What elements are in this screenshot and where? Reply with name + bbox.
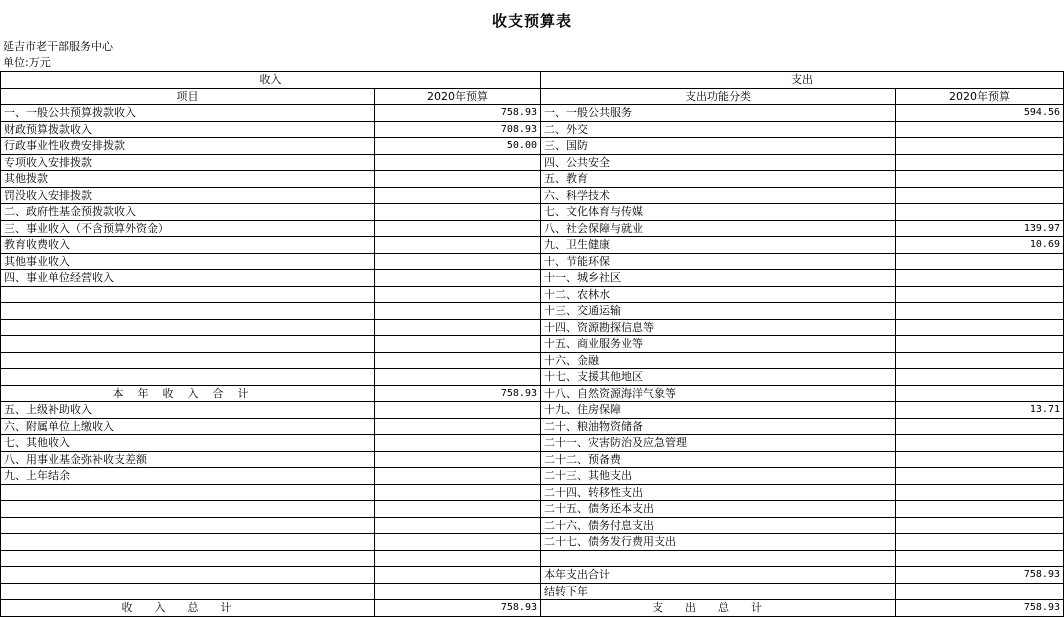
expense-amount-cell [896, 451, 1064, 468]
expense-item-cell: 六、科学技术 [541, 187, 896, 204]
table-row [1, 484, 1064, 501]
expense-amount-cell [896, 154, 1064, 171]
table-row [1, 435, 1064, 452]
income-amount-cell: 50.00 [375, 138, 541, 155]
income-amount-cell [375, 517, 541, 534]
income-item-cell: 三、事业收入（不含预算外资金） [1, 220, 375, 237]
table-row [1, 171, 1064, 188]
income-item-cell [1, 319, 375, 336]
income-item-cell [1, 352, 375, 369]
expense-item-cell: 十五、商业服务业等 [541, 336, 896, 353]
table-row [1, 451, 1064, 468]
income-header: 收入 [1, 72, 541, 89]
income-item-cell [1, 567, 375, 584]
income-amount-cell [375, 369, 541, 386]
income-item-cell [1, 517, 375, 534]
income-item-cell: 九、上年结余 [1, 468, 375, 485]
expense-item-cell: 十、节能环保 [541, 253, 896, 270]
income-item-cell: 八、用事业基金弥补收支差额 [1, 451, 375, 468]
income-amount-cell [375, 220, 541, 237]
expense-item-cell: 结转下年 [541, 583, 896, 600]
table-row [1, 187, 1064, 204]
table-row [1, 336, 1064, 353]
expense-item-cell: 二十、粮油物资储备 [541, 418, 896, 435]
expense-amount-cell: 139.97 [896, 220, 1064, 237]
expense-item-cell: 二十三、其他支出 [541, 468, 896, 485]
income-item-cell: 教育收费收入 [1, 237, 375, 254]
expense-item-cell: 一、一般公共服务 [541, 105, 896, 122]
table-row [1, 138, 1064, 155]
table-row [1, 567, 1064, 584]
income-item-cell: 本年收入合计 [1, 385, 375, 402]
income-item-cell: 四、事业单位经营收入 [1, 270, 375, 287]
expense-item-cell: 五、教育 [541, 171, 896, 188]
expense-item-cell: 十三、交通运输 [541, 303, 896, 320]
table-row [1, 385, 1064, 402]
function-class-header: 支出功能分类 [541, 88, 896, 105]
table-row [1, 270, 1064, 287]
table-row [1, 303, 1064, 320]
table-row [1, 352, 1064, 369]
expense-item-cell: 二、外交 [541, 121, 896, 138]
expense-amount-cell [896, 121, 1064, 138]
table-row [1, 517, 1064, 534]
table-row [1, 121, 1064, 138]
income-amount-cell [375, 154, 541, 171]
expense-item-cell: 十四、资源勘探信息等 [541, 319, 896, 336]
income-amount-cell [375, 468, 541, 485]
expense-amount-cell [896, 534, 1064, 551]
income-item-cell [1, 369, 375, 386]
income-item-cell [1, 484, 375, 501]
income-item-cell [1, 501, 375, 518]
expense-item-cell: 二十二、预备费 [541, 451, 896, 468]
expense-item-cell [541, 550, 896, 567]
expense-amount-cell: 594.56 [896, 105, 1064, 122]
expense-item-cell: 七、文化体育与传媒 [541, 204, 896, 221]
expense-amount-cell [896, 484, 1064, 501]
organization-name: 延吉市老干部服务中心 [3, 40, 113, 53]
table-row [1, 237, 1064, 254]
table-row [1, 402, 1064, 419]
expense-amount-cell [896, 435, 1064, 452]
income-amount-cell [375, 253, 541, 270]
expense-item-cell: 十七、支援其他地区 [541, 369, 896, 386]
expense-item-cell: 十一、城乡社区 [541, 270, 896, 287]
table-row [1, 204, 1064, 221]
expense-amount-cell: 13.71 [896, 402, 1064, 419]
budget-table [0, 71, 1064, 617]
income-amount-cell [375, 204, 541, 221]
table-row [1, 418, 1064, 435]
table-row [1, 583, 1064, 600]
expense-amount-cell [896, 253, 1064, 270]
expense-amount-cell [896, 583, 1064, 600]
expense-amount-cell [896, 270, 1064, 287]
income-amount-cell [375, 171, 541, 188]
expense-amount-cell [896, 187, 1064, 204]
expense-item-cell: 八、社会保障与就业 [541, 220, 896, 237]
expense-amount-cell [896, 517, 1064, 534]
income-amount-cell: 758.93 [375, 105, 541, 122]
expense-item-cell: 九、卫生健康 [541, 237, 896, 254]
income-item-cell: 专项收入安排拨款 [1, 154, 375, 171]
table-row [1, 319, 1064, 336]
expense-amount-cell [896, 303, 1064, 320]
unit-label: 单位:万元 [3, 56, 51, 69]
expense-amount-cell [896, 352, 1064, 369]
income-amount-cell [375, 336, 541, 353]
income-item-cell: 二、政府性基金预拨款收入 [1, 204, 375, 221]
income-amount-cell [375, 484, 541, 501]
table-row [1, 286, 1064, 303]
income-item-cell: 行政事业性收费安排拨款 [1, 138, 375, 155]
income-item-cell [1, 583, 375, 600]
income-item-cell: 收入总计 [1, 600, 375, 617]
table-row [1, 501, 1064, 518]
expense-item-cell: 十六、金融 [541, 352, 896, 369]
expense-amount-cell: 758.93 [896, 567, 1064, 584]
table-row [1, 600, 1064, 617]
expense-item-cell: 二十四、转移性支出 [541, 484, 896, 501]
table-row [1, 468, 1064, 485]
income-amount-cell [375, 187, 541, 204]
income-item-cell [1, 336, 375, 353]
header-row-columns [1, 88, 1064, 105]
income-amount-cell [375, 319, 541, 336]
table-row [1, 550, 1064, 567]
table-row [1, 369, 1064, 386]
income-item-cell [1, 550, 375, 567]
income-item-cell: 六、附属单位上缴收入 [1, 418, 375, 435]
table-row [1, 154, 1064, 171]
expense-amount-cell [896, 319, 1064, 336]
income-amount-cell [375, 303, 541, 320]
table-row [1, 220, 1064, 237]
expense-amount-cell [896, 418, 1064, 435]
expense-amount-cell [896, 138, 1064, 155]
income-item-cell: 其他事业收入 [1, 253, 375, 270]
income-amount-cell [375, 583, 541, 600]
expense-amount-cell [896, 171, 1064, 188]
item-header: 项目 [1, 88, 375, 105]
income-item-cell [1, 303, 375, 320]
income-amount-cell [375, 534, 541, 551]
income-amount-cell [375, 352, 541, 369]
income-amount-cell [375, 270, 541, 287]
income-budget-header: 2020年预算 [375, 88, 541, 105]
income-amount-cell [375, 418, 541, 435]
page-title: 收支预算表 [491, 12, 572, 30]
expense-item-cell: 二十六、债务付息支出 [541, 517, 896, 534]
expense-item-cell: 支出总计 [541, 600, 896, 617]
income-item-cell: 一、一般公共预算拨款收入 [1, 105, 375, 122]
table-row [1, 534, 1064, 551]
expense-item-cell: 十二、农林水 [541, 286, 896, 303]
expense-item-cell: 三、国防 [541, 138, 896, 155]
expense-amount-cell [896, 369, 1064, 386]
expense-header: 支出 [541, 72, 1064, 89]
expense-amount-cell [896, 385, 1064, 402]
income-item-cell [1, 286, 375, 303]
expense-amount-cell [896, 204, 1064, 221]
expense-amount-cell [896, 550, 1064, 567]
expense-budget-header: 2020年预算 [896, 88, 1064, 105]
income-item-cell: 七、其他收入 [1, 435, 375, 452]
income-amount-cell [375, 567, 541, 584]
income-item-cell: 财政预算拨款收入 [1, 121, 375, 138]
income-item-cell: 五、上级补助收入 [1, 402, 375, 419]
expense-item-cell: 十八、自然资源海洋气象等 [541, 385, 896, 402]
income-item-cell: 其他拨款 [1, 171, 375, 188]
expense-item-cell: 二十一、灾害防治及应急管理 [541, 435, 896, 452]
expense-item-cell: 四、公共安全 [541, 154, 896, 171]
expense-item-cell: 十九、住房保障 [541, 402, 896, 419]
expense-item-cell: 二十七、债务发行费用支出 [541, 534, 896, 551]
expense-amount-cell: 10.69 [896, 237, 1064, 254]
income-amount-cell [375, 435, 541, 452]
expense-amount-cell [896, 468, 1064, 485]
table-row [1, 105, 1064, 122]
table-row [1, 253, 1064, 270]
header-row-groups [1, 72, 1064, 89]
expense-amount-cell [896, 501, 1064, 518]
expense-amount-cell [896, 286, 1064, 303]
income-item-cell: 罚没收入安排拨款 [1, 187, 375, 204]
income-item-cell [1, 534, 375, 551]
expense-item-cell: 二十五、债务还本支出 [541, 501, 896, 518]
income-amount-cell: 758.93 [375, 600, 541, 617]
income-amount-cell: 708.93 [375, 121, 541, 138]
expense-amount-cell [896, 336, 1064, 353]
income-amount-cell [375, 402, 541, 419]
income-amount-cell: 758.93 [375, 385, 541, 402]
expense-item-cell: 本年支出合计 [541, 567, 896, 584]
expense-amount-cell: 758.93 [896, 600, 1064, 617]
income-amount-cell [375, 451, 541, 468]
income-amount-cell [375, 501, 541, 518]
income-amount-cell [375, 237, 541, 254]
income-amount-cell [375, 286, 541, 303]
income-amount-cell [375, 550, 541, 567]
